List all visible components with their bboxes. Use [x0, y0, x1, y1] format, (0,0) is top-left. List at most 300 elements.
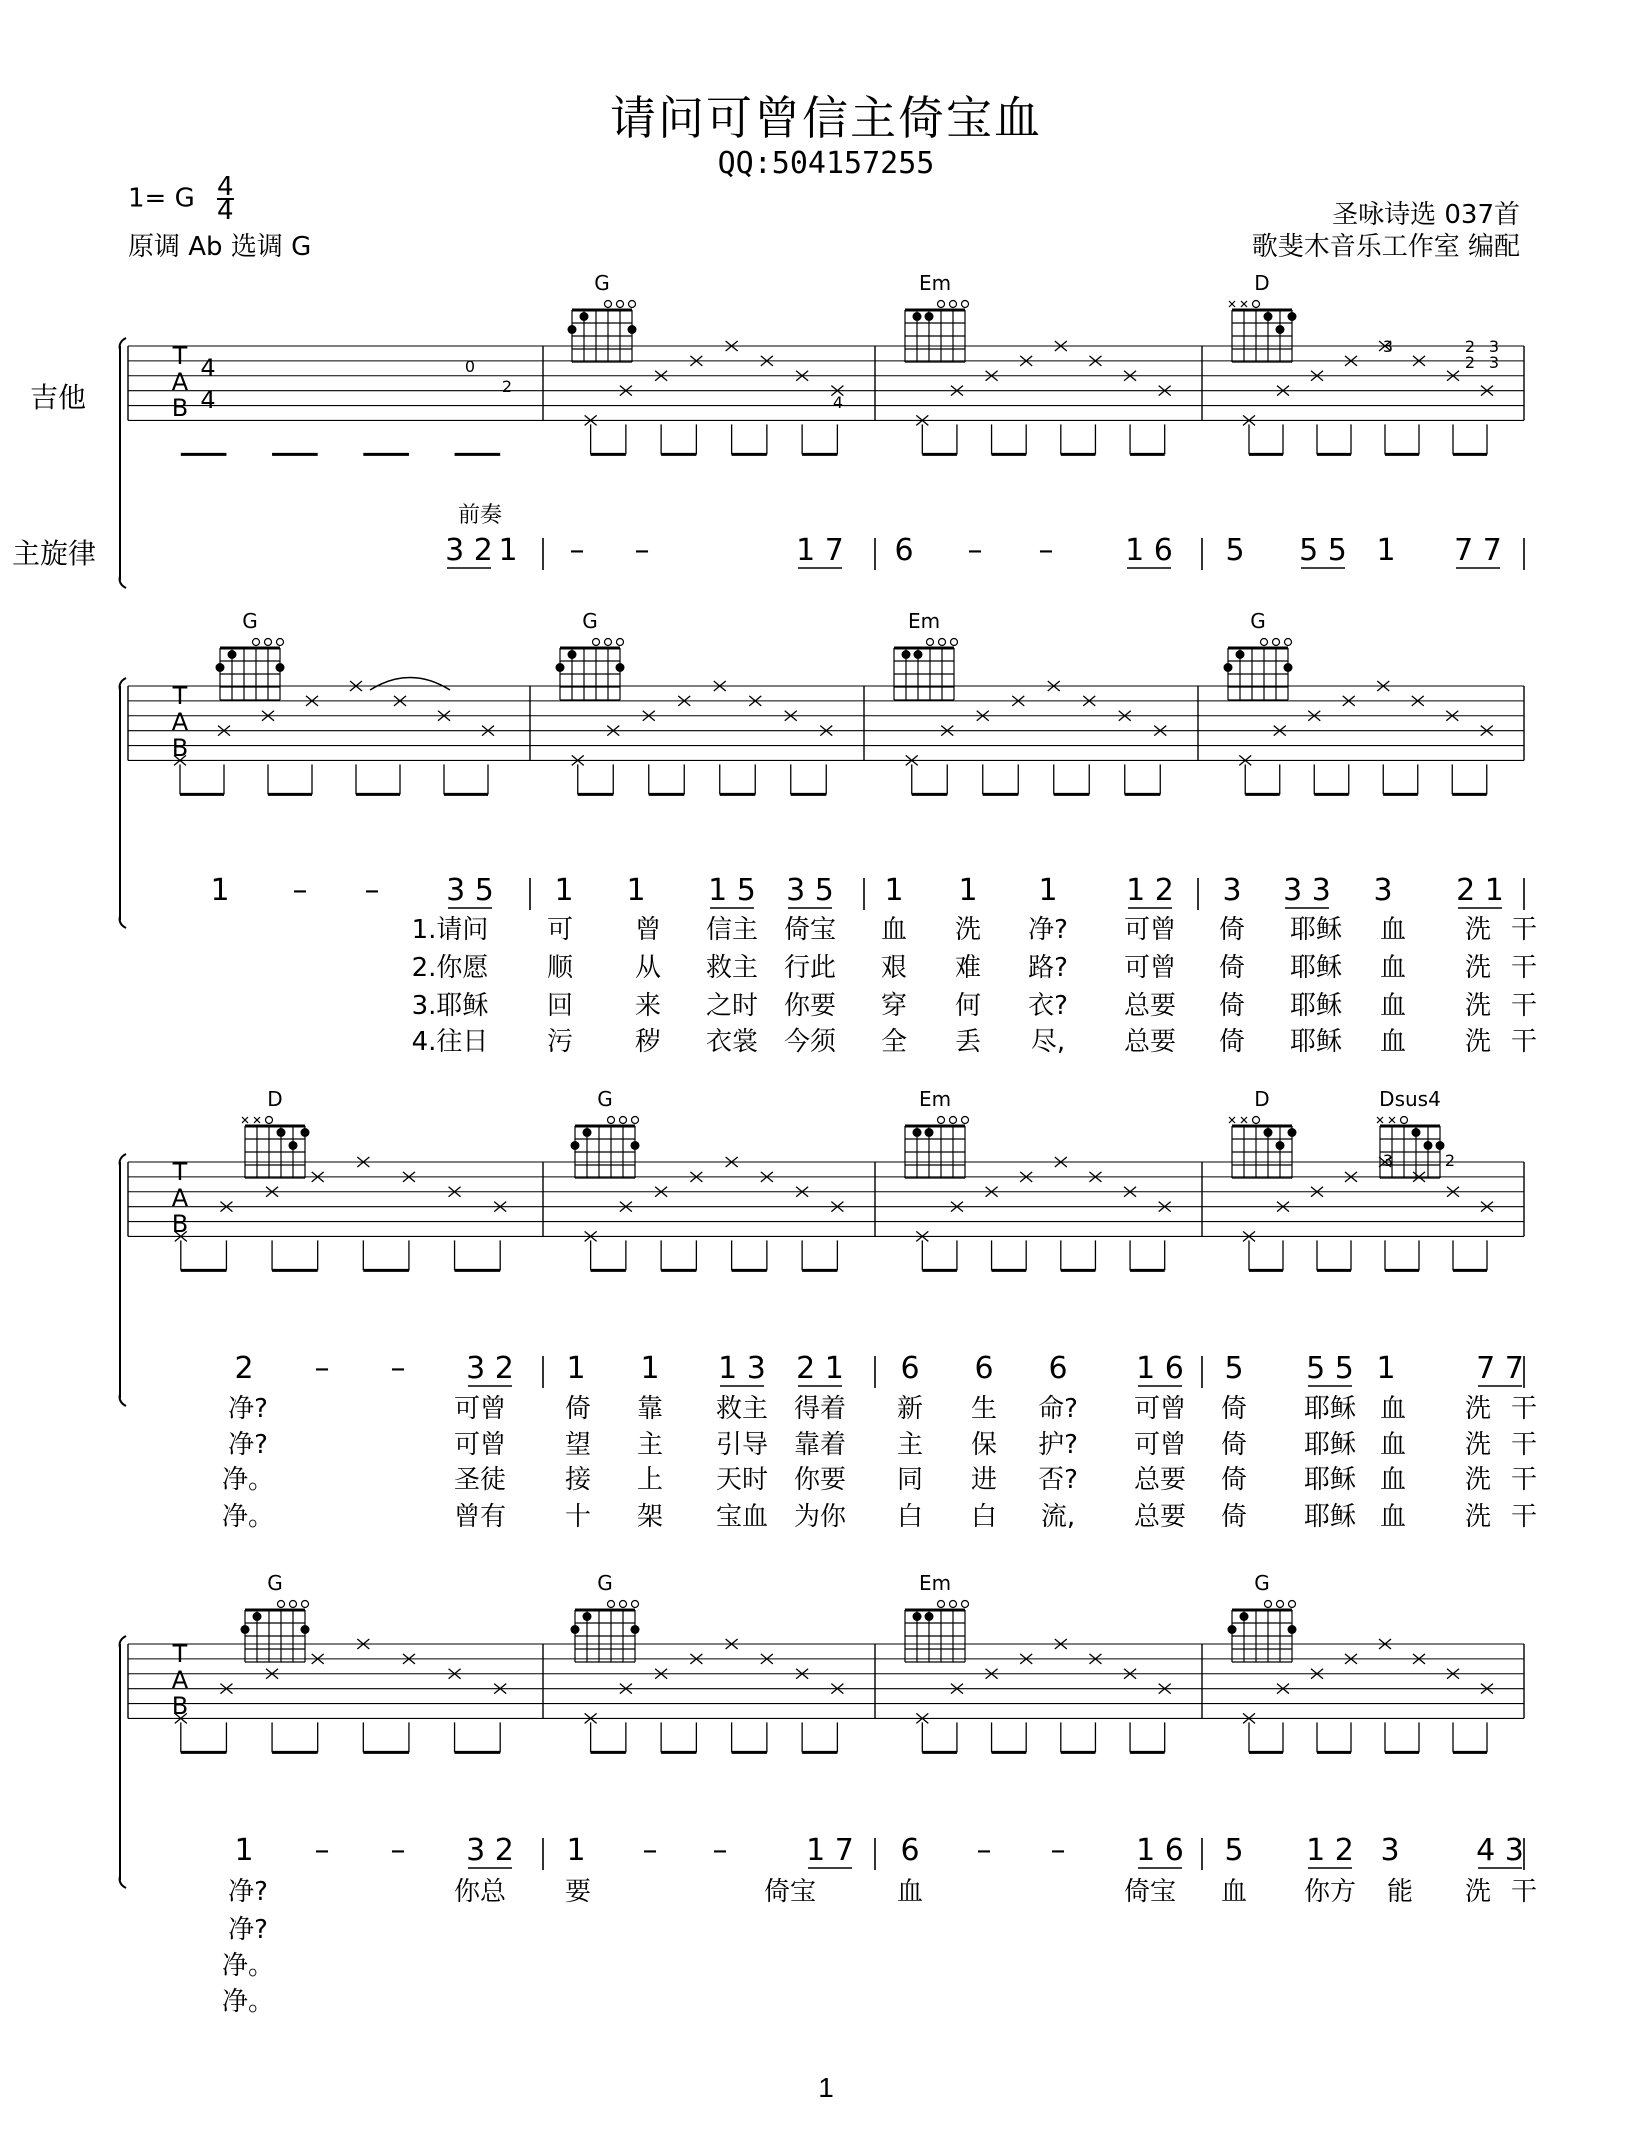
lyric-word: 倚: [1220, 1430, 1248, 1460]
lyric-word: 倚: [1218, 915, 1246, 945]
melody-note: –: [976, 1833, 992, 1868]
open-string-mark: [608, 1117, 615, 1124]
finger-dot: [616, 663, 625, 672]
lyric-word: 耶稣: [1303, 1394, 1357, 1424]
tab-clef-letter: A: [171, 708, 189, 736]
finger-dot: [253, 1612, 262, 1621]
lyric-word: 1.请问: [411, 915, 489, 945]
melody-note: 5 5: [1306, 1351, 1354, 1386]
finger-dot: [580, 312, 589, 321]
chord-diagram-em: [894, 639, 958, 701]
tab-fret-number: 2: [1444, 1151, 1456, 1170]
open-string-mark: [938, 1601, 945, 1608]
open-string-mark: [950, 1601, 957, 1608]
chord-name: Em: [918, 1087, 952, 1111]
lyric-word: 倚: [564, 1394, 592, 1424]
lyric-word: 天时: [715, 1465, 769, 1495]
tab-fret-number: 2: [1464, 353, 1476, 372]
chord-name: G: [597, 1571, 613, 1595]
lyric-word: 洗: [1464, 1027, 1492, 1057]
melody-note: –: [364, 873, 380, 908]
lyric-word: 洗: [1464, 1502, 1492, 1532]
chord-diagram-em: [905, 301, 969, 363]
chord-diagram-g: [571, 1601, 640, 1663]
bracket-curl: [120, 1394, 126, 1406]
melody-note: 6: [1048, 1351, 1068, 1386]
finger-dot: [568, 650, 577, 659]
lyric-word: 洗: [1464, 1394, 1492, 1424]
lyric-word: 干: [1510, 1430, 1538, 1460]
tab-clef-letter: A: [171, 1184, 189, 1212]
melody-note: 2: [234, 1351, 254, 1386]
finger-dot: [241, 1625, 250, 1634]
melody-note: 5: [1224, 1351, 1244, 1386]
lyric-word: 血: [880, 915, 908, 945]
lyric-word: 净。: [221, 1987, 275, 2017]
melody-note: –: [390, 1833, 406, 1868]
lyric-word: 倚: [1218, 1027, 1246, 1057]
tab-fret-number: 3: [1382, 337, 1394, 356]
chord-name: Em: [918, 271, 952, 295]
tab-clef-letter: B: [171, 1210, 189, 1238]
lyric-word: 倚: [1218, 991, 1246, 1021]
open-string-mark: [1253, 1117, 1260, 1124]
melody-note: 6: [894, 533, 914, 568]
finger-dot: [277, 1128, 286, 1137]
bracket-curl: [120, 916, 126, 928]
lyric-word: 净?: [1028, 915, 1068, 945]
melody-note: 3 2: [466, 1351, 514, 1386]
melody-note: 7 7: [1476, 1351, 1524, 1386]
lyric-word: 耶稣: [1303, 1502, 1357, 1532]
finger-dot: [1412, 1128, 1421, 1137]
lyric-word: 同: [896, 1465, 924, 1495]
lyric-word: 总要: [1123, 1027, 1177, 1057]
open-string-mark: [302, 1601, 309, 1608]
finger-dot: [1288, 1128, 1297, 1137]
lyric-word: 圣徒: [453, 1465, 507, 1495]
open-string-mark: [1253, 301, 1260, 308]
lyric-word: 否?: [1038, 1465, 1078, 1495]
lyric-word: 白: [896, 1502, 924, 1532]
tab-clef-letter: B: [171, 734, 189, 762]
tab-clef-letter: A: [171, 1666, 189, 1694]
chord-name: G: [1250, 609, 1266, 633]
open-string-mark: [1401, 1117, 1408, 1124]
chord-diagram-d: [1229, 301, 1297, 363]
open-string-mark: [277, 639, 284, 646]
lyric-word: 衣?: [1028, 991, 1068, 1021]
lyric-word: 污: [546, 1027, 574, 1057]
lyric-word: 你要: [783, 991, 837, 1021]
open-string-mark: [290, 1601, 297, 1608]
arranger-label: 歌斐木音乐工作室 编配: [1251, 232, 1520, 262]
melody-note: –: [292, 873, 308, 908]
melody-note: 1: [210, 873, 230, 908]
lyric-word: 倚: [1220, 1502, 1248, 1532]
melody-note: 1: [1376, 533, 1396, 568]
lyric-word: 净?: [228, 1394, 268, 1424]
finger-dot: [913, 1128, 922, 1137]
finger-dot: [556, 663, 565, 672]
chord-name: D: [1254, 271, 1270, 295]
lyric-word: 血: [1379, 953, 1407, 983]
open-string-mark: [253, 639, 260, 646]
lyric-word: 总要: [1133, 1502, 1187, 1532]
lyric-word: 白: [970, 1502, 998, 1532]
lyric-word: 上: [636, 1465, 664, 1495]
lyric-word: 耶稣: [1303, 1430, 1357, 1460]
open-string-mark: [278, 1601, 285, 1608]
finger-dot: [228, 650, 237, 659]
tab-time-sig: 4: [200, 354, 216, 382]
open-string-mark: [629, 301, 636, 308]
tie-slur: [370, 678, 450, 691]
tab-fret-number: 2: [501, 377, 513, 396]
open-string-mark: [950, 301, 957, 308]
lyric-word: 信主: [705, 915, 759, 945]
finger-dot: [925, 1612, 934, 1621]
open-string-mark: [1289, 1601, 1296, 1608]
lyric-word: 血: [1379, 915, 1407, 945]
finger-dot: [1288, 312, 1297, 321]
open-string-mark: [962, 1601, 969, 1608]
melody-note: 3 3: [1283, 873, 1331, 908]
source-label: 圣咏诗选 037首: [1332, 200, 1520, 230]
lyric-word: 何: [954, 991, 982, 1021]
lyric-word: 救主: [705, 953, 759, 983]
melody-note: 1 2: [1126, 873, 1174, 908]
melody-note: –: [967, 533, 983, 568]
open-string-mark: [620, 1117, 627, 1124]
lyric-word: 流,: [1040, 1502, 1076, 1532]
finger-dot: [583, 1128, 592, 1137]
melody-note: 1: [626, 873, 646, 908]
lyric-word: 可曾: [1133, 1430, 1187, 1460]
melody-label: 主旋律: [12, 537, 97, 570]
finger-dot: [1288, 1625, 1297, 1634]
tab-clef-letter: T: [172, 1640, 188, 1668]
chord-name: G: [582, 609, 598, 633]
chord-name: G: [597, 1087, 613, 1111]
chord-name: G: [1254, 1571, 1270, 1595]
melody-note: 1 5: [708, 873, 756, 908]
melody-note: 1 7: [806, 1833, 854, 1868]
page-number: 1: [818, 2072, 834, 2103]
lyric-word: 血: [1379, 1027, 1407, 1057]
lyric-word: 回: [546, 991, 574, 1021]
lyric-word: 干: [1510, 1394, 1538, 1424]
open-string-mark: [1277, 1601, 1284, 1608]
lyric-word: 你要: [793, 1465, 847, 1495]
open-string-mark: [632, 1601, 639, 1608]
open-string-mark: [617, 639, 624, 646]
tab-fret-number: 2: [1464, 337, 1476, 356]
melody-note: 2 1: [1456, 873, 1504, 908]
chord-diagram-g: [241, 1601, 310, 1663]
melody-note: 1 6: [1136, 1351, 1184, 1386]
lyric-word: 从: [634, 953, 662, 983]
finger-dot: [1264, 1128, 1273, 1137]
finger-dot: [914, 650, 923, 659]
finger-dot: [1276, 1141, 1285, 1150]
open-string-mark: [950, 1117, 957, 1124]
melody-note: 4 3: [1476, 1833, 1524, 1868]
melody-note: –: [314, 1833, 330, 1868]
finger-dot: [925, 312, 934, 321]
chord-name: G: [242, 609, 258, 633]
finger-dot: [913, 1612, 922, 1621]
lyric-word: 可曾: [453, 1394, 507, 1424]
lyric-word: 4.往日: [411, 1027, 489, 1057]
lyric-word: 净?: [228, 1877, 268, 1907]
time-sig-denominator: 4: [217, 196, 234, 226]
chord-name: Em: [907, 609, 941, 633]
lyric-word: 接: [564, 1465, 592, 1495]
lyric-word: 洗: [1464, 1465, 1492, 1495]
open-string-mark: [938, 301, 945, 308]
chord-name: Em: [918, 1571, 952, 1595]
melody-note: 1: [958, 873, 978, 908]
lyric-word: 净。: [221, 1502, 275, 1532]
lyric-word: 洗: [954, 915, 982, 945]
lyric-word: 主: [896, 1430, 924, 1460]
melody-note: 7 7: [1454, 533, 1502, 568]
lyric-word: 要: [564, 1877, 592, 1907]
intro-label: 前奏: [458, 503, 503, 528]
melody-note: –: [569, 533, 585, 568]
bracket-curl: [120, 1636, 126, 1648]
melody-note: 1 6: [1136, 1833, 1184, 1868]
lyric-word: 倚: [1218, 953, 1246, 983]
melody-note: 1: [884, 873, 904, 908]
lyric-word: 能: [1386, 1877, 1414, 1907]
lyric-word: 望: [564, 1430, 592, 1460]
melody-note: 1: [566, 1351, 586, 1386]
finger-dot: [1424, 1141, 1433, 1150]
lyric-word: 得着: [793, 1394, 847, 1424]
lyric-word: 血: [1379, 1502, 1407, 1532]
lyric-word: 你方: [1303, 1877, 1357, 1907]
finger-dot: [301, 1128, 310, 1137]
finger-dot: [1264, 312, 1273, 321]
lyric-word: 耶稣: [1289, 915, 1343, 945]
lyric-word: 洗: [1464, 1430, 1492, 1460]
finger-dot: [1224, 663, 1233, 672]
lyric-word: 净。: [221, 1465, 275, 1495]
open-string-mark: [927, 639, 934, 646]
finger-dot: [1228, 1625, 1237, 1634]
melody-note: 1 3: [718, 1351, 766, 1386]
open-string-mark: [608, 1601, 615, 1608]
lyric-word: 保: [970, 1430, 998, 1460]
lyric-word: 干: [1510, 1502, 1538, 1532]
open-string-mark: [938, 1117, 945, 1124]
melody-note: 3: [1373, 873, 1393, 908]
lyric-word: 靠: [636, 1394, 664, 1424]
tab-clef-letter: B: [171, 394, 189, 422]
lyric-word: 洗: [1464, 991, 1492, 1021]
melody-note: 6: [974, 1351, 994, 1386]
lyric-word: 你总: [453, 1877, 507, 1907]
lyric-word: 穿: [880, 991, 908, 1021]
open-string-mark: [962, 1117, 969, 1124]
lyric-word: 3.耶稣: [411, 991, 489, 1021]
lyric-word: 血: [1379, 991, 1407, 1021]
lyric-word: 血: [896, 1877, 924, 1907]
melody-note: –: [642, 1833, 658, 1868]
lyric-word: 倚: [1220, 1465, 1248, 1495]
finger-dot: [628, 325, 637, 334]
tab-fret-number: 4: [832, 393, 844, 412]
open-string-mark: [266, 1117, 273, 1124]
melody-note: 1: [234, 1833, 254, 1868]
lyric-word: 可曾: [1133, 1394, 1187, 1424]
finger-dot: [1436, 1141, 1445, 1150]
lyric-word: 宝血: [715, 1502, 769, 1532]
melody-note: 5: [1224, 1833, 1244, 1868]
guitar-label: 吉他: [30, 381, 87, 414]
lyric-word: 靠着: [793, 1430, 847, 1460]
lyric-word: 干: [1510, 1877, 1538, 1907]
chord-diagram-g: [216, 639, 285, 701]
bracket-curl: [120, 576, 126, 588]
melody-note: –: [1050, 1833, 1066, 1868]
melody-note: –: [712, 1833, 728, 1868]
lyric-word: 秽: [634, 1027, 662, 1057]
lyric-word: 十: [564, 1502, 592, 1532]
lyric-word: 干: [1510, 991, 1538, 1021]
lyric-word: 可曾: [1123, 953, 1177, 983]
finger-dot: [568, 325, 577, 334]
melody-note: 6: [900, 1833, 920, 1868]
tab-fret-number: 0: [464, 357, 476, 376]
lyric-word: 来: [634, 991, 662, 1021]
bracket-curl: [120, 1876, 126, 1888]
lyric-word: 顺: [546, 953, 574, 983]
finger-dot: [631, 1141, 640, 1150]
lyric-word: 2.你愿: [411, 953, 489, 983]
time-sig-numerator: 4: [217, 172, 234, 202]
finger-dot: [571, 1625, 580, 1634]
lyric-word: 可曾: [1123, 915, 1177, 945]
chord-diagram-em: [905, 1601, 969, 1663]
lyric-word: 血: [1379, 1465, 1407, 1495]
song-title: 请问可曾信主倚宝血: [610, 91, 1042, 145]
chord-name: D: [1254, 1087, 1270, 1111]
finger-dot: [276, 663, 285, 672]
finger-dot: [902, 650, 911, 659]
chord-name: Dsus4: [1379, 1087, 1441, 1111]
chord-diagram-d: [242, 1117, 310, 1179]
melody-note: 1 6: [1125, 533, 1173, 568]
finger-dot: [925, 1128, 934, 1137]
lyric-word: 倚宝: [763, 1877, 817, 1907]
open-string-mark: [605, 301, 612, 308]
melody-note: –: [634, 533, 650, 568]
open-string-mark: [617, 301, 624, 308]
open-string-mark: [265, 639, 272, 646]
lyric-word: 洗: [1464, 953, 1492, 983]
lyric-word: 救主: [715, 1394, 769, 1424]
finger-dot: [1284, 663, 1293, 672]
bracket-curl: [120, 338, 126, 350]
melody-note: 1: [1038, 873, 1058, 908]
lyric-word: 进: [970, 1465, 998, 1495]
chord-diagram-d: [1229, 1117, 1297, 1179]
melody-note: 1: [498, 533, 518, 568]
tab-fret-number: 3: [1488, 337, 1500, 356]
finger-dot: [301, 1625, 310, 1634]
melody-note: 2 1: [796, 1351, 844, 1386]
lyric-word: 干: [1510, 953, 1538, 983]
lyric-word: 总要: [1123, 991, 1177, 1021]
chord-diagram-g: [556, 639, 625, 701]
tab-fret-number: 3: [1382, 1151, 1394, 1170]
lyric-word: 今须: [783, 1027, 837, 1057]
finger-dot: [216, 663, 225, 672]
melody-note: 3 2: [445, 533, 493, 568]
lyric-word: 净?: [228, 1915, 268, 1945]
lyric-word: 总要: [1133, 1465, 1187, 1495]
lyric-word: 新: [896, 1394, 924, 1424]
finger-dot: [1240, 1612, 1249, 1621]
lyric-word: 可曾: [453, 1430, 507, 1460]
tab-clef-letter: B: [171, 1692, 189, 1720]
lyric-word: 艰: [880, 953, 908, 983]
finger-dot: [289, 1141, 298, 1150]
open-string-mark: [593, 639, 600, 646]
lyric-word: 之时: [705, 991, 759, 1021]
open-string-mark: [951, 639, 958, 646]
melody-note: 1: [554, 873, 574, 908]
lyric-word: 路?: [1028, 953, 1068, 983]
lyric-word: 尽,: [1030, 1027, 1066, 1057]
tab-clef-letter: T: [172, 1158, 188, 1186]
open-string-mark: [1285, 639, 1292, 646]
finger-dot: [913, 312, 922, 321]
melody-note: 5: [1225, 533, 1245, 568]
lyric-word: 难: [954, 953, 982, 983]
chord-diagram-g: [1228, 1601, 1297, 1663]
lyric-word: 耶稣: [1303, 1465, 1357, 1495]
lyric-word: 曾: [634, 915, 662, 945]
chord-diagram-em: [905, 1117, 969, 1179]
melody-note: 1: [1376, 1351, 1396, 1386]
lyric-word: 耶稣: [1289, 991, 1343, 1021]
lyric-word: 血: [1220, 1877, 1248, 1907]
chord-name: G: [594, 271, 610, 295]
lyric-word: 为你: [793, 1502, 847, 1532]
finger-dot: [1276, 325, 1285, 334]
lyric-word: 洗: [1464, 915, 1492, 945]
lyric-word: 护?: [1038, 1430, 1078, 1460]
lyric-word: 曾有: [453, 1502, 507, 1532]
melody-note: –: [1038, 533, 1054, 568]
lyric-word: 倚: [1220, 1394, 1248, 1424]
melody-note: 3: [1222, 873, 1242, 908]
melody-note: 1: [566, 1833, 586, 1868]
lyric-word: 引导: [715, 1430, 769, 1460]
open-string-mark: [1273, 639, 1280, 646]
finger-dot: [583, 1612, 592, 1621]
chord-diagram-g: [568, 301, 637, 363]
lyric-word: 倚宝: [783, 915, 837, 945]
finger-dot: [631, 1625, 640, 1634]
lyric-word: 全: [880, 1027, 908, 1057]
lyric-word: 衣裳: [705, 1027, 759, 1057]
tab-clef-letter: T: [172, 682, 188, 710]
